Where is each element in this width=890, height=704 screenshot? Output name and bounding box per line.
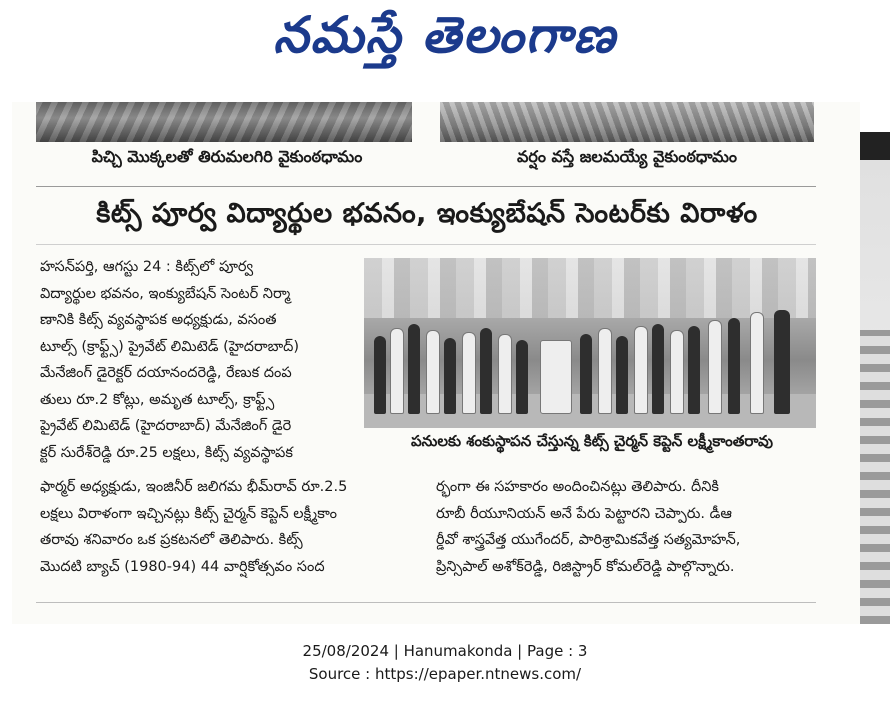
article-photo-caption: పనులకు శంకుస్థాపన చేస్తున్న కిట్స్ చైర్మన్ కెప్టెన్ లక్ష్మీకాంతరావు xyxy=(410,432,773,450)
text-line: ర్భంగా ఈ సహకారం అందించినట్లు తెలిపారు. దీనికి xyxy=(436,479,719,495)
adjacent-page-image xyxy=(860,330,890,624)
text-line: ప్రైవేట్ లిమిటెడ్ (హైదరాబాద్) మేనేజింగ్ డైరె xyxy=(40,418,292,434)
photo-person xyxy=(374,336,386,414)
text-line: మేనేజింగ్ డైరెక్టర్ దయానందరెడ్డి, రేణుక దంప xyxy=(40,365,292,381)
text-line: ప్రిన్సిపాల్ అశోక్‌రెడ్డి, రిజిస్ట్రార్ కోమల్‌రెడ్డి పాల్గొన్నారు. xyxy=(436,558,735,575)
text-line: రూబీ రీయూనియన్ అనే పేరు పెట్టారని చెప్పారు. డీఆ xyxy=(436,505,732,522)
divider xyxy=(36,602,816,603)
photo-person xyxy=(688,326,700,414)
text-line: విద్యార్థుల భవనం, ఇంక్యుబేషన్ సెంటర్ నిర్మా xyxy=(40,285,291,302)
newspaper-clipping xyxy=(12,102,890,624)
photo-person xyxy=(598,328,612,414)
article-headline: కిట్స్ పూర్వ విద్యార్థుల భవనం, ఇంక్యుబేషన్ సెంటర్‌కు విరాళం xyxy=(96,198,758,229)
photo-person xyxy=(750,312,764,414)
photo-person xyxy=(408,324,420,414)
text-line: టూల్స్ (క్రాఫ్ట్స్) ప్రైవేట్ లిమిటెడ్ (హైదరాబాద్) xyxy=(40,338,300,355)
text-line: ర్డీవో శాస్త్రవేత్త యుగేందర్, పారిశ్రామికవేత్త సత్యమోహన్, xyxy=(436,532,741,548)
text-line: మొదటి బ్యాచ్ (1980-94) 44 వార్షికోత్సవం సంద xyxy=(40,558,325,575)
article-column-2 xyxy=(40,474,412,580)
photo-person xyxy=(580,334,592,414)
photo-person xyxy=(426,330,440,414)
photo-person xyxy=(634,326,648,414)
photo-person xyxy=(390,328,404,414)
masthead xyxy=(0,0,890,92)
top-left-photo-caption: పిచ్చి మొక్కలతో తిరుమలగిరి వైకుంఠధామం xyxy=(91,147,363,166)
newspaper-logo: నమస్తే తెలంగాణ xyxy=(273,6,617,64)
top-right-photo xyxy=(440,102,814,142)
article-photo xyxy=(364,258,816,428)
photo-foundation-stone xyxy=(540,340,572,414)
text-line: తరావు శనివారం ఒక ప్రకటనలో తెలిపారు. కిట్స్ xyxy=(40,532,303,548)
text-line: క్టర్ సురేశ్‌రెడ్డి రూ.25 లక్షలు, కిట్స్ వ్యవస్థాపక xyxy=(40,444,293,461)
photo-person xyxy=(480,328,492,414)
top-right-photo-caption: వర్షం వస్తే జలమయ్యే వైకుంఠధామం xyxy=(516,147,738,166)
divider xyxy=(36,244,816,245)
photo-person xyxy=(616,336,628,414)
photo-person xyxy=(444,338,456,414)
divider xyxy=(36,186,816,187)
photo-person xyxy=(652,324,664,414)
photo-person xyxy=(670,330,684,414)
edition-info: 25/08/2024 | Hanumakonda | Page : 3 xyxy=(302,642,588,660)
text-line: ఫార్మర్ అధ్యక్షుడు, ఇంజినీర్ జలిగమ భీమ్‌రావ్ రూ.2.5 xyxy=(40,479,348,495)
text-line: తులు రూ.2 కోట్లు, అమృత టూల్స్, క్రాఫ్ట్స్ xyxy=(40,391,275,408)
text-line: హసన్‌పర్తి, ఆగస్టు 24 : కిట్స్‌లో పూర్వ xyxy=(40,259,254,275)
article-column-1 xyxy=(40,254,366,466)
photo-trees xyxy=(364,258,816,318)
photo-person xyxy=(516,340,528,414)
text-line: ణానికి కిట్స్ వ్యవస్థాపక అధ్యక్షుడు, వసంత xyxy=(40,312,277,328)
photo-person xyxy=(462,332,476,414)
top-left-photo xyxy=(36,102,412,142)
photo-person xyxy=(708,320,722,414)
photo-person xyxy=(728,318,740,414)
photo-person xyxy=(498,334,512,414)
source-link[interactable]: Source : https://epaper.ntnews.com/ xyxy=(308,665,582,683)
photo-person xyxy=(774,310,790,414)
article-column-3 xyxy=(436,474,816,580)
text-line: లక్షలు విరాళంగా ఇచ్చినట్లు కిట్స్ చైర్మన్ కెప్టెన్ లక్ష్మీకాం xyxy=(40,505,338,522)
